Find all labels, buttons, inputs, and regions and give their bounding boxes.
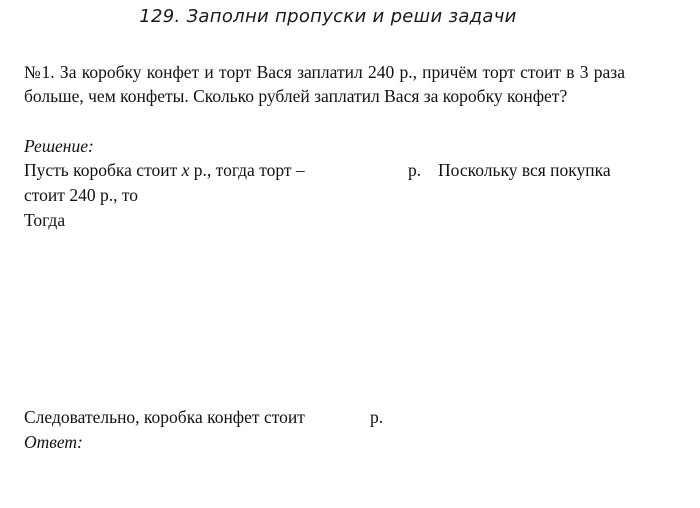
conclusion-unit: р. — [370, 407, 384, 427]
then-line: стоит 240 р., то — [24, 185, 138, 205]
conclusion-text: Следовательно, коробка конфет стоит — [24, 407, 305, 427]
exercise-title-text: 129. Заполни пропуски и реши задачи — [139, 6, 517, 27]
since-text: Поскольку вся покупка — [438, 160, 611, 180]
let-prefix: Пусть коробка стоит — [24, 160, 182, 180]
cake-price-unit: р. — [408, 160, 422, 180]
variable-x: x — [181, 160, 190, 180]
problem-statement: №1. За коробку конфет и торт Вася заплатил 240 р., причём торт стоит в 3 раза больше, чем конфеты. Сколько рублей заплатил Вася за коробку конфет? — [24, 62, 625, 106]
thus-line: Тогда — [24, 210, 66, 230]
answer-label: Ответ: — [24, 432, 83, 452]
let-statement — [24, 158, 305, 182]
exercise-title — [0, 6, 700, 27]
solution-label: Решение: — [24, 136, 94, 156]
let-suffix: р., тогда торт – — [189, 160, 305, 180]
